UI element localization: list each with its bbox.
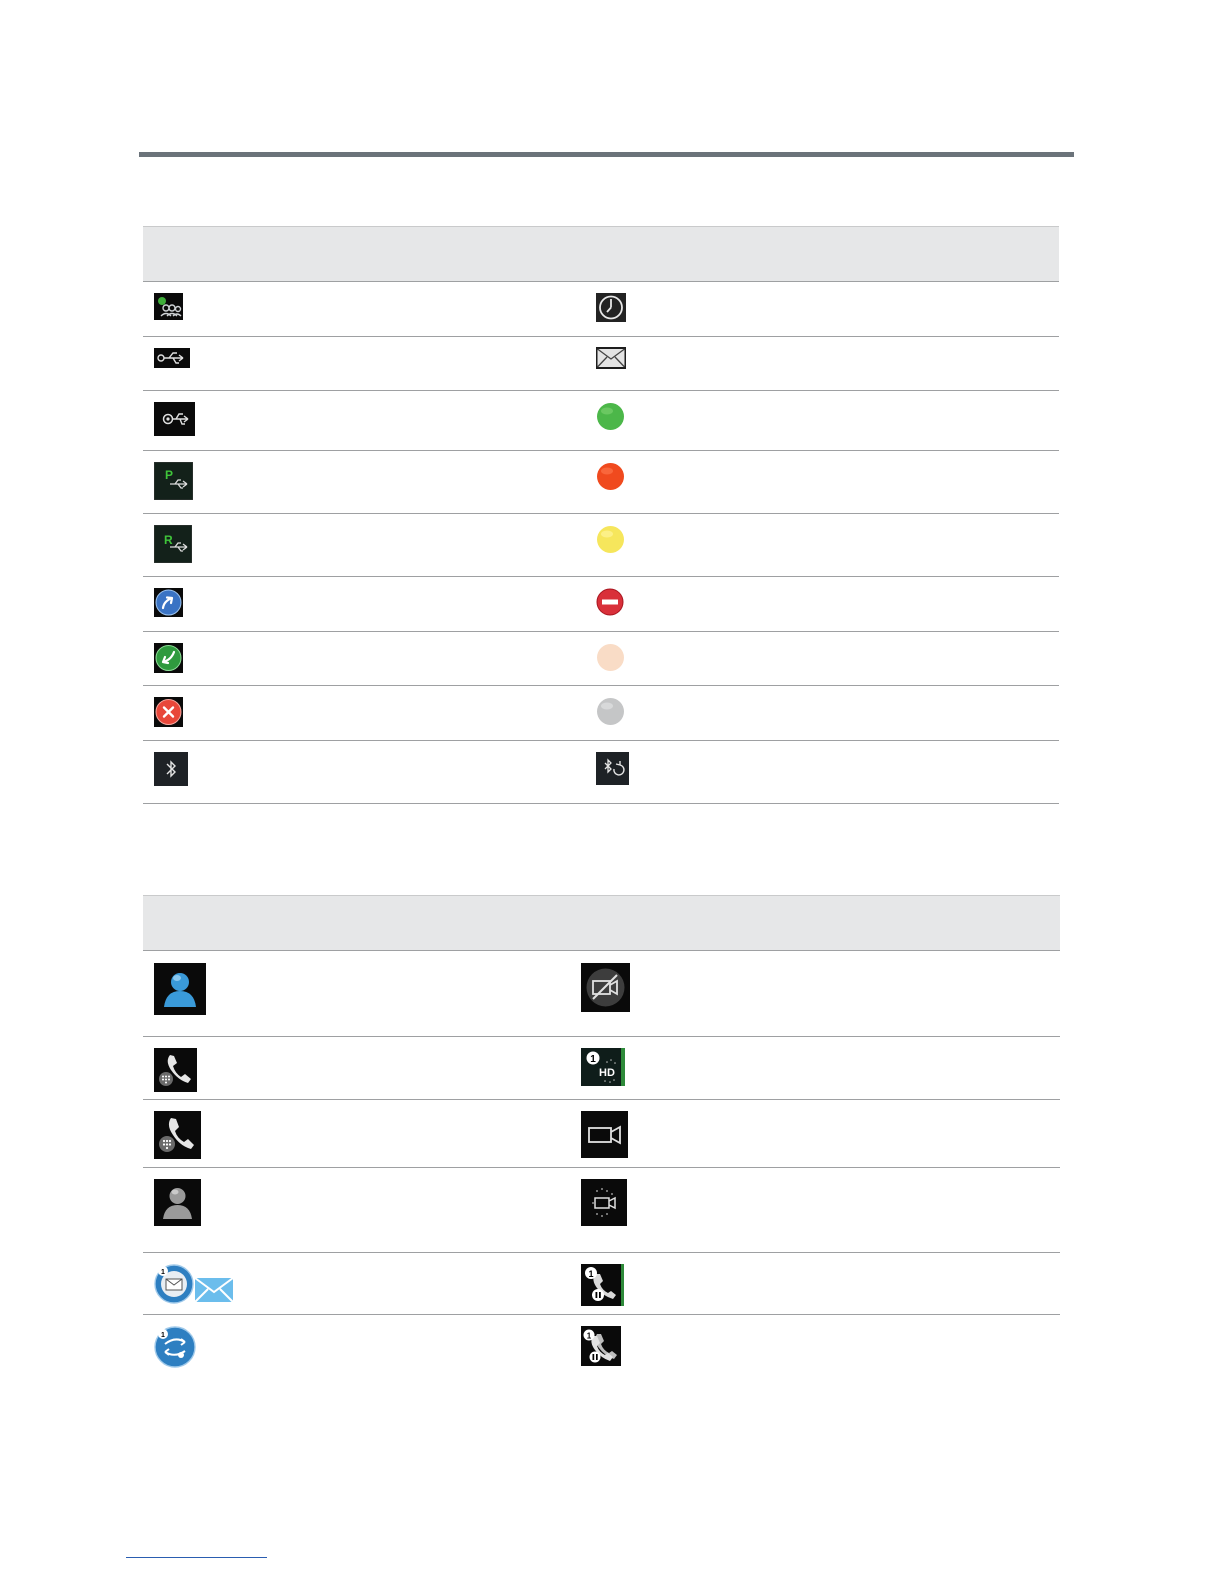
incoming-call-icon <box>154 643 183 673</box>
do-not-disturb-icon <box>596 588 624 616</box>
outgoing-call-icon <box>154 588 183 617</box>
table-header <box>143 226 1059 282</box>
presence-away-icon <box>596 525 625 554</box>
svg-text:1: 1 <box>590 1054 596 1065</box>
handset-keypad-small-icon <box>154 1048 197 1092</box>
svg-text:1: 1 <box>161 1332 165 1339</box>
multiple-held-calls-icon <box>581 1326 621 1366</box>
table-row <box>143 514 1059 577</box>
presence-unknown-icon <box>596 643 625 672</box>
footer-link-underline[interactable] <box>126 1557 267 1558</box>
svg-text:1: 1 <box>586 1331 592 1341</box>
video-off-icon <box>581 963 630 1012</box>
table-row <box>143 337 1059 391</box>
call-transfer-icon <box>154 1326 196 1368</box>
missed-call-icon <box>154 697 183 727</box>
icons-table-2 <box>143 895 1060 1377</box>
bluetooth-icon <box>154 752 188 786</box>
held-call-count-icon <box>581 1264 624 1306</box>
presence-offline-icon <box>596 697 625 726</box>
svg-text:1: 1 <box>588 1269 594 1279</box>
table-row <box>143 951 1060 1037</box>
table-row <box>143 632 1059 686</box>
handset-keypad-icon <box>154 1111 201 1159</box>
table-row <box>143 391 1059 451</box>
table-row <box>143 282 1059 337</box>
table-row <box>143 686 1059 741</box>
top-rule <box>139 152 1074 157</box>
svg-text:P: P <box>165 468 174 482</box>
usb-icon <box>154 348 190 368</box>
table-header <box>143 895 1060 951</box>
table-row <box>143 1315 1060 1377</box>
table-row <box>143 1168 1060 1253</box>
hd-call-count-icon <box>581 1048 625 1086</box>
clock-icon <box>596 293 626 322</box>
presence-available-icon <box>596 402 625 431</box>
contact-avatar-blue-icon <box>154 963 206 1015</box>
contact-avatar-gray-icon <box>154 1179 201 1226</box>
usb-recording-icon <box>154 402 195 436</box>
voicemail-message-icon <box>154 1264 234 1304</box>
envelope-icon <box>596 347 626 369</box>
table-row <box>143 1037 1060 1100</box>
table-row <box>143 741 1059 804</box>
svg-text:R: R <box>164 533 173 547</box>
video-camera-icon <box>581 1111 628 1158</box>
bluetooth-connecting-icon <box>596 752 629 785</box>
icons-table-1 <box>143 226 1059 804</box>
svg-text:HD: HD <box>599 1067 615 1079</box>
table-row <box>143 1100 1060 1168</box>
svg-text:1: 1 <box>161 1269 165 1276</box>
lync-contacts-icon <box>154 293 183 320</box>
table-row <box>143 451 1059 514</box>
usb-playback-icon <box>154 462 193 500</box>
table-row <box>143 577 1059 632</box>
hd-video-camera-icon <box>581 1179 627 1226</box>
usb-record-icon <box>154 525 192 563</box>
table-row <box>143 1253 1060 1315</box>
presence-busy-icon <box>596 462 625 491</box>
